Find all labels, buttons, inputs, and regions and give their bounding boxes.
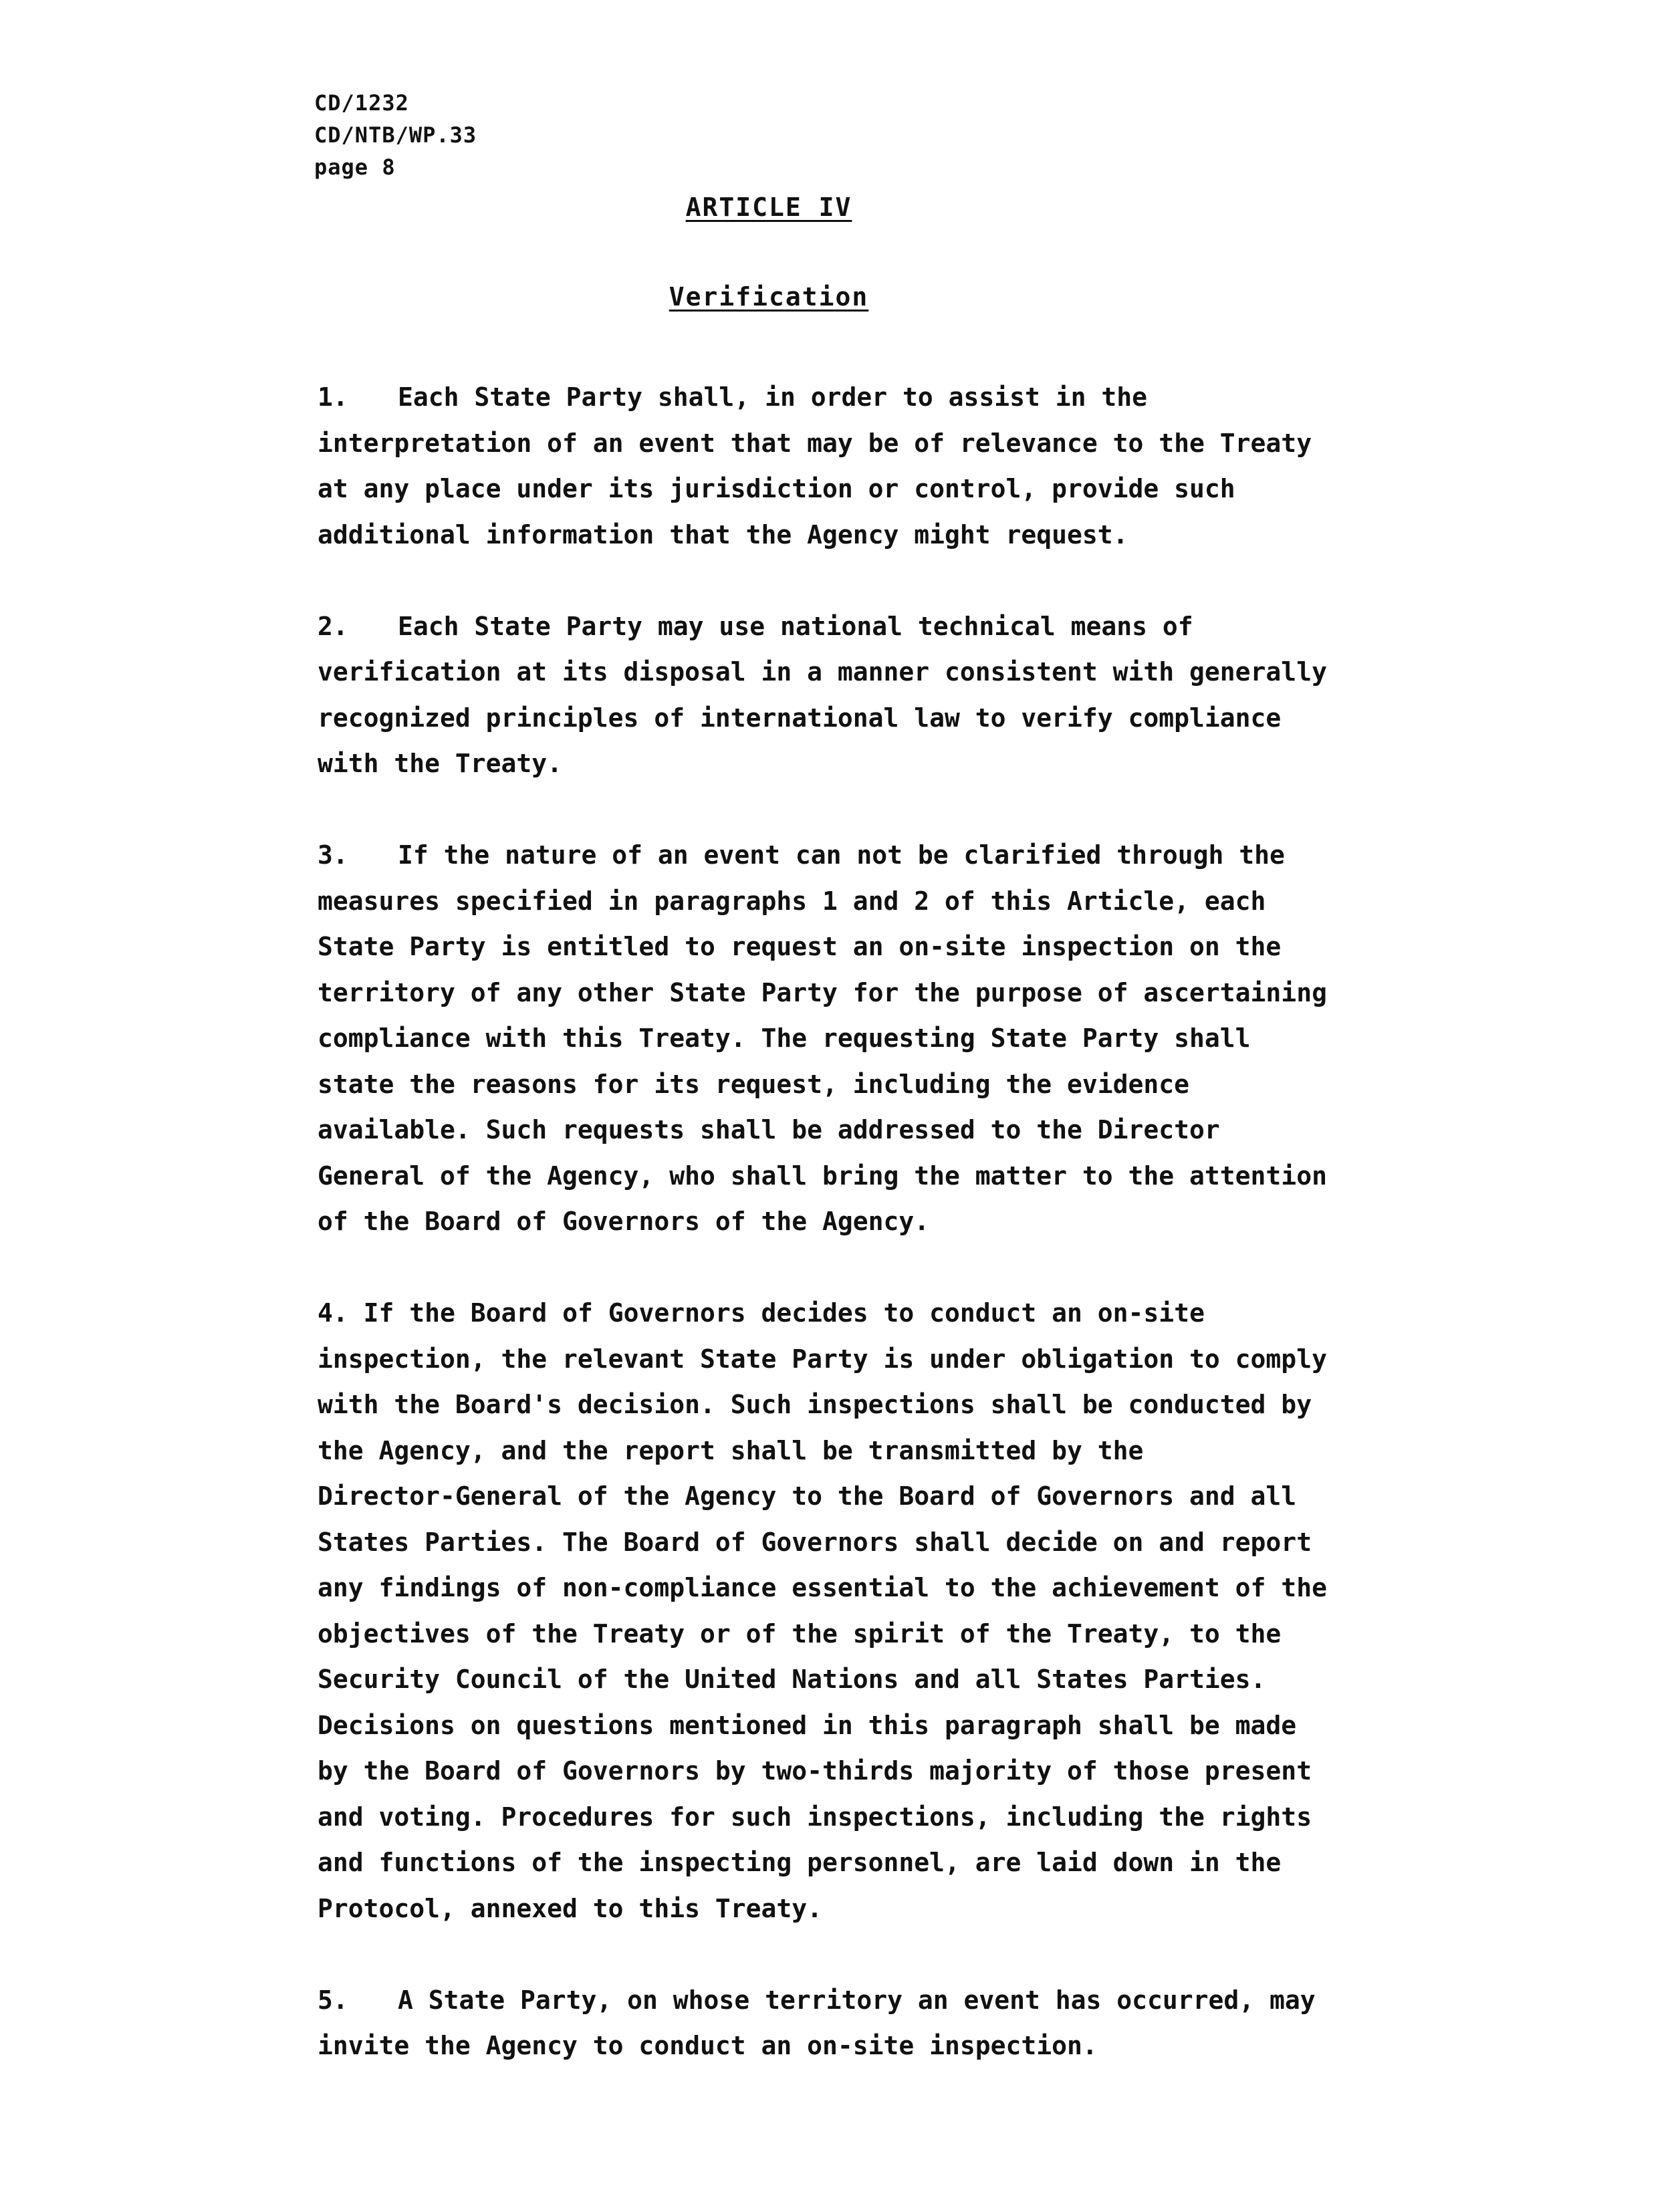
- paragraph-line: available. Such requests shall be addressed to the Director: [318, 1115, 1220, 1144]
- paragraph-5: [318, 1977, 1401, 2069]
- paragraph-line: Decisions on questions mentioned in this paragraph shall be made: [318, 1710, 1297, 1740]
- paragraph-number: 4.: [318, 1298, 348, 1328]
- doc-reference: CD/1232: [314, 90, 409, 116]
- paragraph-line: recognized principles of international law to verify compliance: [318, 703, 1282, 733]
- paragraph-line: inspection, the relevant State Party is under obligation to comply: [318, 1344, 1327, 1374]
- paragraph-2: [318, 604, 1401, 787]
- paragraph-line: 5. A State Party, on whose territory an event has occurred, may: [318, 1977, 1401, 2024]
- paragraph-line: invite the Agency to conduct an on-site inspection.: [318, 2031, 1098, 2060]
- paragraph-line: of the Board of Governors of the Agency.: [318, 1207, 930, 1236]
- paragraph-3: [318, 832, 1401, 1245]
- paragraph-line: Protocol, annexed to this Treaty.: [318, 1893, 822, 1923]
- page-label: page 8: [314, 154, 396, 180]
- paragraph-line: verification at its disposal in a manner consistent with generally: [318, 657, 1327, 687]
- paragraph-number: 5.: [318, 1985, 348, 2015]
- paragraph-line: State Party is entitled to request an on-site inspection on the: [318, 932, 1282, 961]
- paragraph-number: 2.: [318, 611, 348, 641]
- paragraph-line: Security Council of the United Nations and all States Parties.: [318, 1665, 1266, 1694]
- paragraph-line: 4. If the Board of Governors decides to conduct an on-site: [318, 1290, 1401, 1336]
- paragraph-line: Director-General of the Agency to the Board of Governors and all: [318, 1481, 1297, 1511]
- article-body: [318, 374, 1401, 2114]
- paragraph-line: 1. Each State Party shall, in order to assist in the: [318, 374, 1401, 420]
- paragraph-4: [318, 1290, 1401, 1931]
- article-title: ARTICLE IV: [685, 193, 852, 222]
- paragraph-line: territory of any other State Party for the purpose of ascertaining: [318, 977, 1327, 1007]
- paragraph-line: additional information that the Agency might request.: [318, 519, 1128, 550]
- paragraph-1: [318, 374, 1401, 558]
- paragraph-line: 2. Each State Party may use national technical means of: [318, 604, 1401, 650]
- article-subtitle: Verification: [669, 282, 869, 312]
- paragraph-line: and voting. Procedures for such inspections, including the rights: [318, 1802, 1312, 1832]
- paragraph-line: measures specified in paragraphs 1 and 2 of this Article, each: [318, 886, 1266, 916]
- paragraph-line: at any place under its jurisdiction or control, provide such: [318, 474, 1235, 503]
- paragraph-line: interpretation of an event that may be of relevance to the Treaty: [318, 428, 1312, 458]
- paragraph-line: state the reasons for its request, including the evidence: [318, 1069, 1190, 1099]
- paragraph-line: General of the Agency, who shall bring the matter to the attention: [318, 1161, 1327, 1191]
- document-header: [314, 87, 477, 183]
- paragraph-line: objectives of the Treaty or of the spirit of the Treaty, to the: [318, 1618, 1282, 1649]
- paragraph-line: with the Treaty.: [318, 749, 563, 778]
- paragraph-line: 3. If the nature of an event can not be clarified through the: [318, 832, 1401, 878]
- paragraph-line: States Parties. The Board of Governors shall decide on and report: [318, 1527, 1312, 1557]
- paragraph-number: 1.: [318, 382, 348, 412]
- doc-sub-reference: CD/NTB/WP.33: [314, 122, 477, 148]
- paragraph-line: any findings of non-compliance essential to the achievement of the: [318, 1573, 1327, 1602]
- paragraph-line: compliance with this Treaty. The requesting State Party shall: [318, 1023, 1251, 1053]
- paragraph-line: and functions of the inspecting personnel, are laid down in the: [318, 1848, 1282, 1877]
- paragraph-line: the Agency, and the report shall be transmitted by the: [318, 1435, 1144, 1465]
- paragraph-number: 3.: [318, 840, 348, 870]
- paragraph-line: with the Board's decision. Such inspections shall be conducted by: [318, 1390, 1312, 1419]
- paragraph-line: by the Board of Governors by two-thirds majority of those present: [318, 1756, 1312, 1786]
